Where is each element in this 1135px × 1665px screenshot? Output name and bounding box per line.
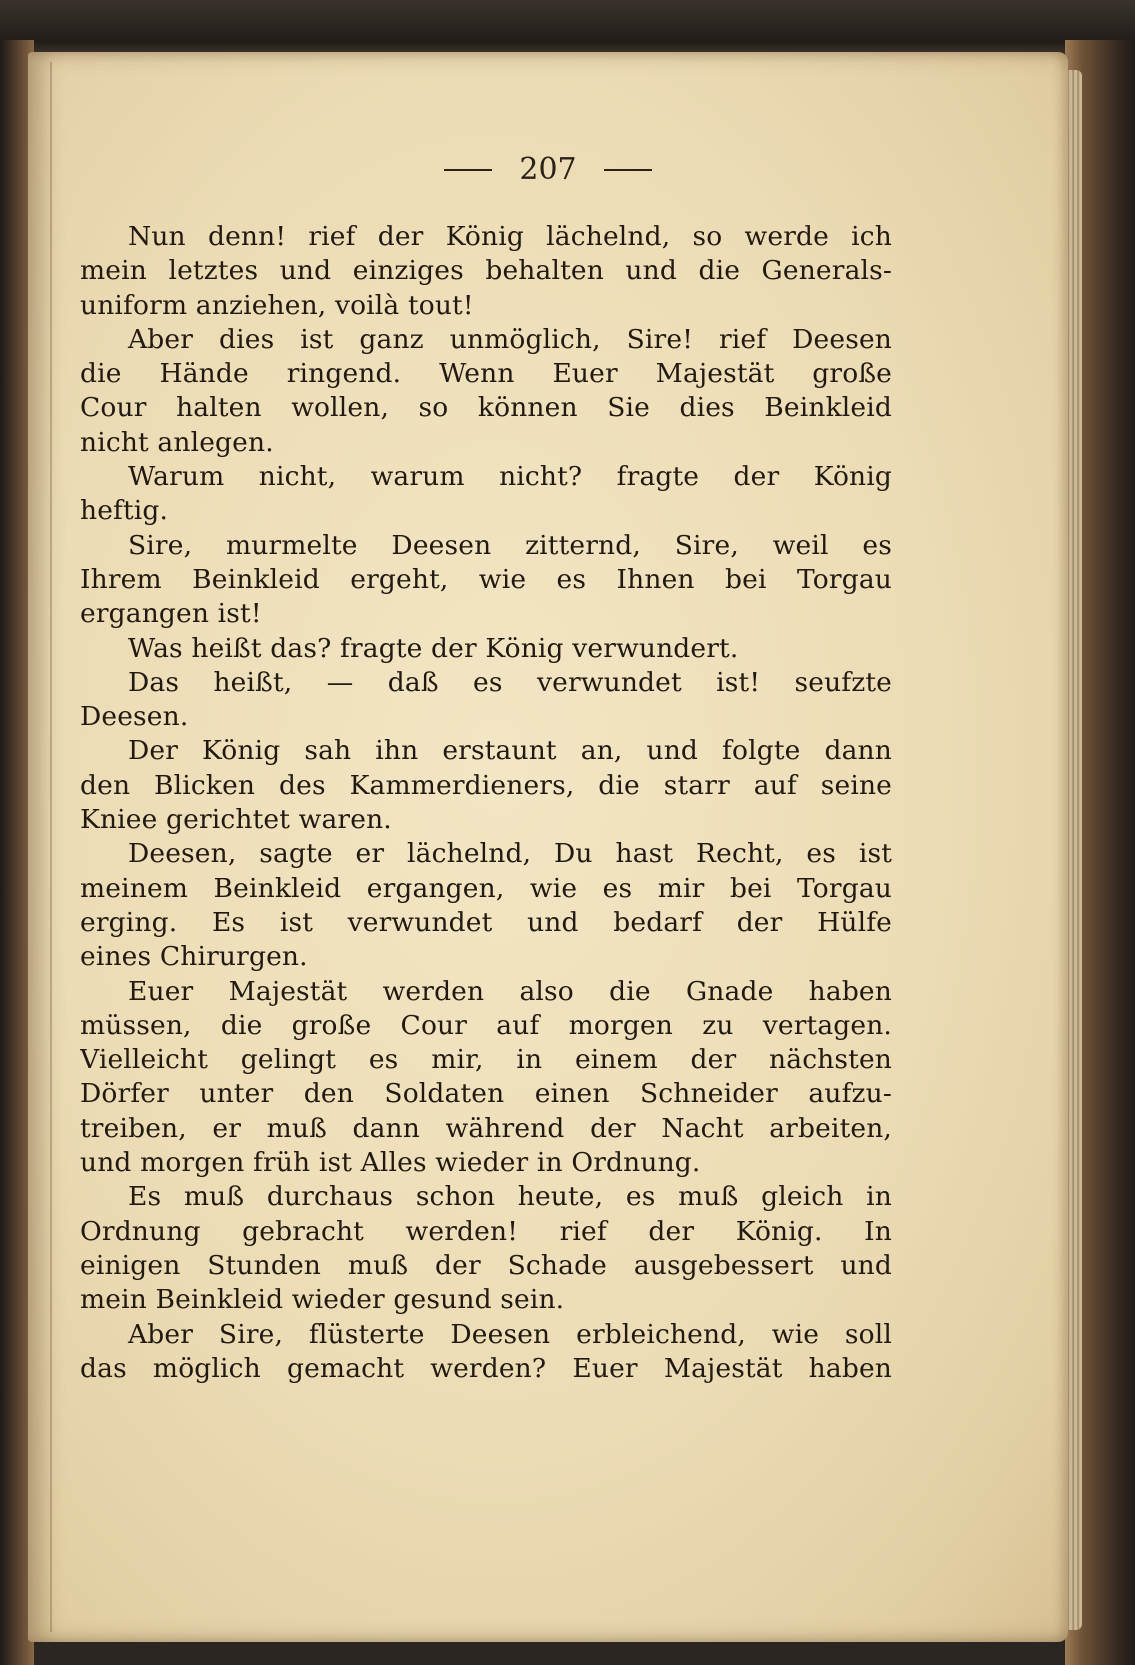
text-line: ergangen ist! — [80, 598, 262, 630]
page-number: 207 — [519, 152, 577, 187]
text-line: die Hände ringend. Wenn Euer Majestät große — [80, 358, 892, 390]
text-line: nicht anlegen. — [80, 426, 274, 458]
book-page — [28, 52, 1068, 1642]
text-line: heftig. — [80, 495, 169, 527]
text-line: Dörfer unter den Soldaten einen Schneider aufzu- — [80, 1078, 892, 1110]
body-text — [80, 220, 892, 1386]
text-line: mein Beinkleid wieder gesund sein. — [80, 1284, 565, 1316]
text-line: erging. Es ist verwundet und bedarf der Hülfe — [80, 906, 892, 938]
text-line: Vielleicht gelingt es mir, in einem der nächsten — [80, 1044, 892, 1076]
gutter-line — [50, 62, 52, 1632]
text-line: Ihrem Beinkleid ergeht, wie es Ihnen bei Torgau — [80, 563, 892, 595]
text-line: Es muß durchaus schon heute, es muß gleich in — [128, 1181, 892, 1213]
text-line: und morgen früh ist Alles wieder in Ordnung. — [80, 1147, 701, 1179]
text-line: Deesen, sagte er lächelnd, Du hast Recht, es ist — [128, 838, 892, 870]
text-line: Deesen. — [80, 701, 189, 733]
text-line: Nun denn! rief der König lächelnd, so werde ich — [128, 221, 892, 252]
text-line: Warum nicht, warum nicht? fragte der König — [128, 461, 892, 493]
header-dash-right — [604, 169, 652, 171]
text-line: Aber dies ist ganz unmöglich, Sire! rief Deesen — [128, 323, 892, 355]
text-line: Kniee gerichtet waren. — [80, 804, 392, 836]
text-line: Was heißt das? fragte der König verwundert. — [128, 632, 739, 664]
text-line: Das heißt, — daß es verwundet ist! seufzte — [128, 666, 892, 698]
text-line: das möglich gemacht werden? Euer Majestät haben — [80, 1352, 892, 1384]
text-line: mein letztes und einziges behalten und die Generals- — [80, 255, 892, 287]
text-line: einigen Stunden muß der Schade ausgebessert und — [80, 1249, 892, 1281]
page-header — [28, 148, 1068, 192]
header-dash-left — [444, 169, 492, 171]
text-line: Euer Majestät werden also die Gnade haben — [128, 975, 892, 1007]
text-line: müssen, die große Cour auf morgen zu vertagen. — [80, 1009, 892, 1041]
text-line: Cour halten wollen, so können Sie dies Beinkleid — [80, 392, 892, 424]
book-cover-top — [0, 0, 1135, 60]
text-line: uniform anziehen, voilà tout! — [80, 289, 474, 321]
text-line: eines Chirurgen. — [80, 941, 308, 973]
text-line: treiben, er muß dann während der Nacht arbeiten, — [80, 1112, 892, 1144]
text-line: meinem Beinkleid ergangen, wie es mir bei Torgau — [80, 872, 892, 904]
text-line: Ordnung gebracht werden! rief der König. In — [80, 1215, 892, 1247]
text-line: Sire, murmelte Deesen zitternd, Sire, weil es — [128, 529, 892, 561]
text-line: Der König sah ihn erstaunt an, und folgte dann — [128, 735, 892, 767]
text-line: Aber Sire, flüsterte Deesen erbleichend, wie soll — [128, 1318, 892, 1350]
text-line: den Blicken des Kammerdieners, die starr auf seine — [80, 769, 892, 801]
